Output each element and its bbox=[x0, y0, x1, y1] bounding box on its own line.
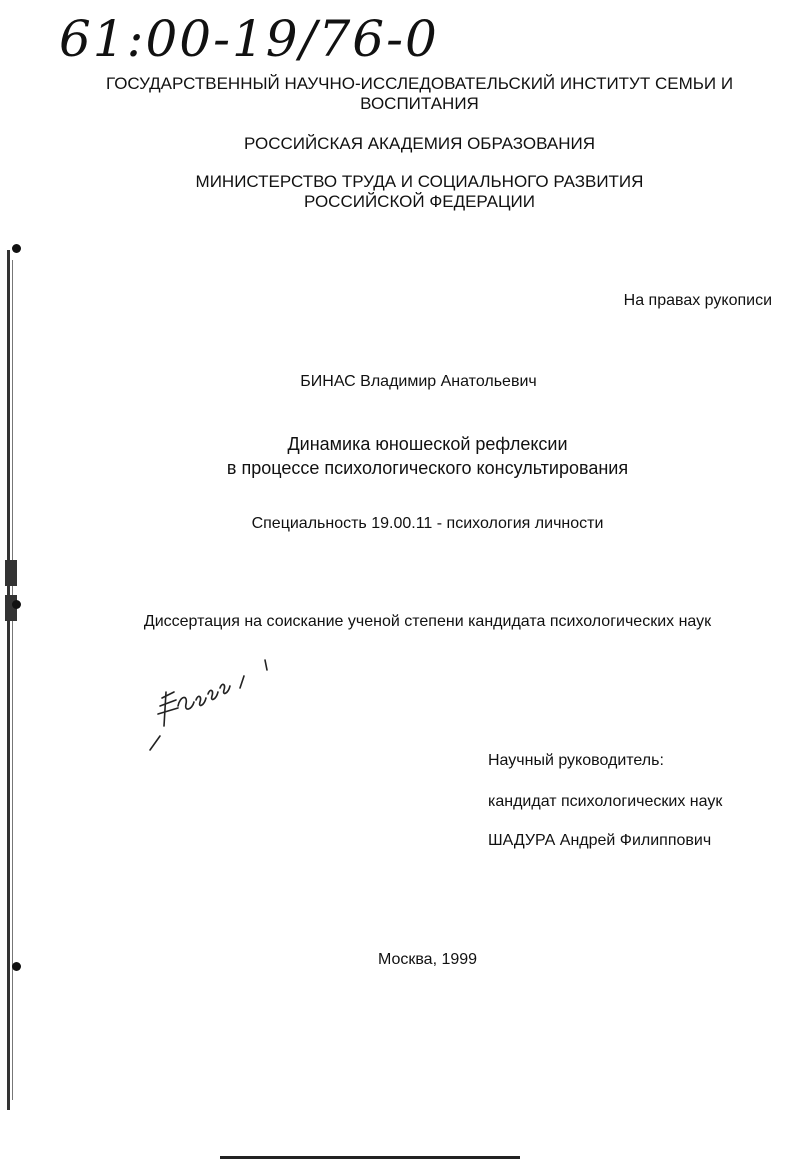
handwritten-catalog-number bbox=[55, 2, 485, 72]
bottom-edge-mark bbox=[220, 1156, 520, 1159]
specialty: Специальность 19.00.11 - психология личности bbox=[251, 515, 604, 532]
title-line2: в процессе психологического консультирования bbox=[226, 458, 629, 478]
binding-hole-mark bbox=[12, 600, 21, 609]
institute-name bbox=[40, 74, 799, 114]
institute-name-line1: ГОСУДАРСТВЕННЫЙ НАУЧНО-ИССЛЕДОВАТЕЛЬСКИЙ ИНСТИТУТ СЕМЬИ И bbox=[105, 74, 734, 93]
binding-hole-mark bbox=[12, 244, 21, 253]
supervisor-name: ШАДУРА Андрей Филиппович bbox=[488, 832, 712, 849]
author-name: БИНАС Владимир Анатольевич bbox=[300, 373, 537, 390]
ministry-name-line1: МИНИСТЕРСТВО ТРУДА И СОЦИАЛЬНОГО РАЗВИТИЯ bbox=[195, 172, 644, 191]
handwritten-signature bbox=[140, 648, 290, 758]
catalog-number-text: 61:00-19/76-0 bbox=[59, 10, 439, 68]
manuscript-rights-notice: На правах рукописи bbox=[623, 292, 772, 309]
title-line1: Динамика юношеской рефлексии bbox=[287, 434, 568, 454]
supervisor-degree: кандидат психологических наук bbox=[488, 793, 723, 810]
degree-statement: Диссертация на соискание ученой степени кандидата психологических наук bbox=[143, 613, 712, 630]
academy-name: РОССИЙСКАЯ АКАДЕМИЯ ОБРАЗОВАНИЯ bbox=[244, 134, 595, 153]
binding-mark bbox=[5, 560, 17, 586]
supervisor-label: Научный руководитель: bbox=[488, 752, 664, 769]
city-year: Москва, 1999 bbox=[377, 951, 478, 968]
institute-name-line2: ВОСПИТАНИЯ bbox=[360, 94, 479, 113]
binding-edge bbox=[0, 0, 26, 1161]
ministry-name bbox=[40, 172, 799, 212]
dissertation-title bbox=[0, 432, 799, 480]
ministry-name-line2: РОССИЙСКОЙ ФЕДЕРАЦИИ bbox=[303, 192, 535, 211]
